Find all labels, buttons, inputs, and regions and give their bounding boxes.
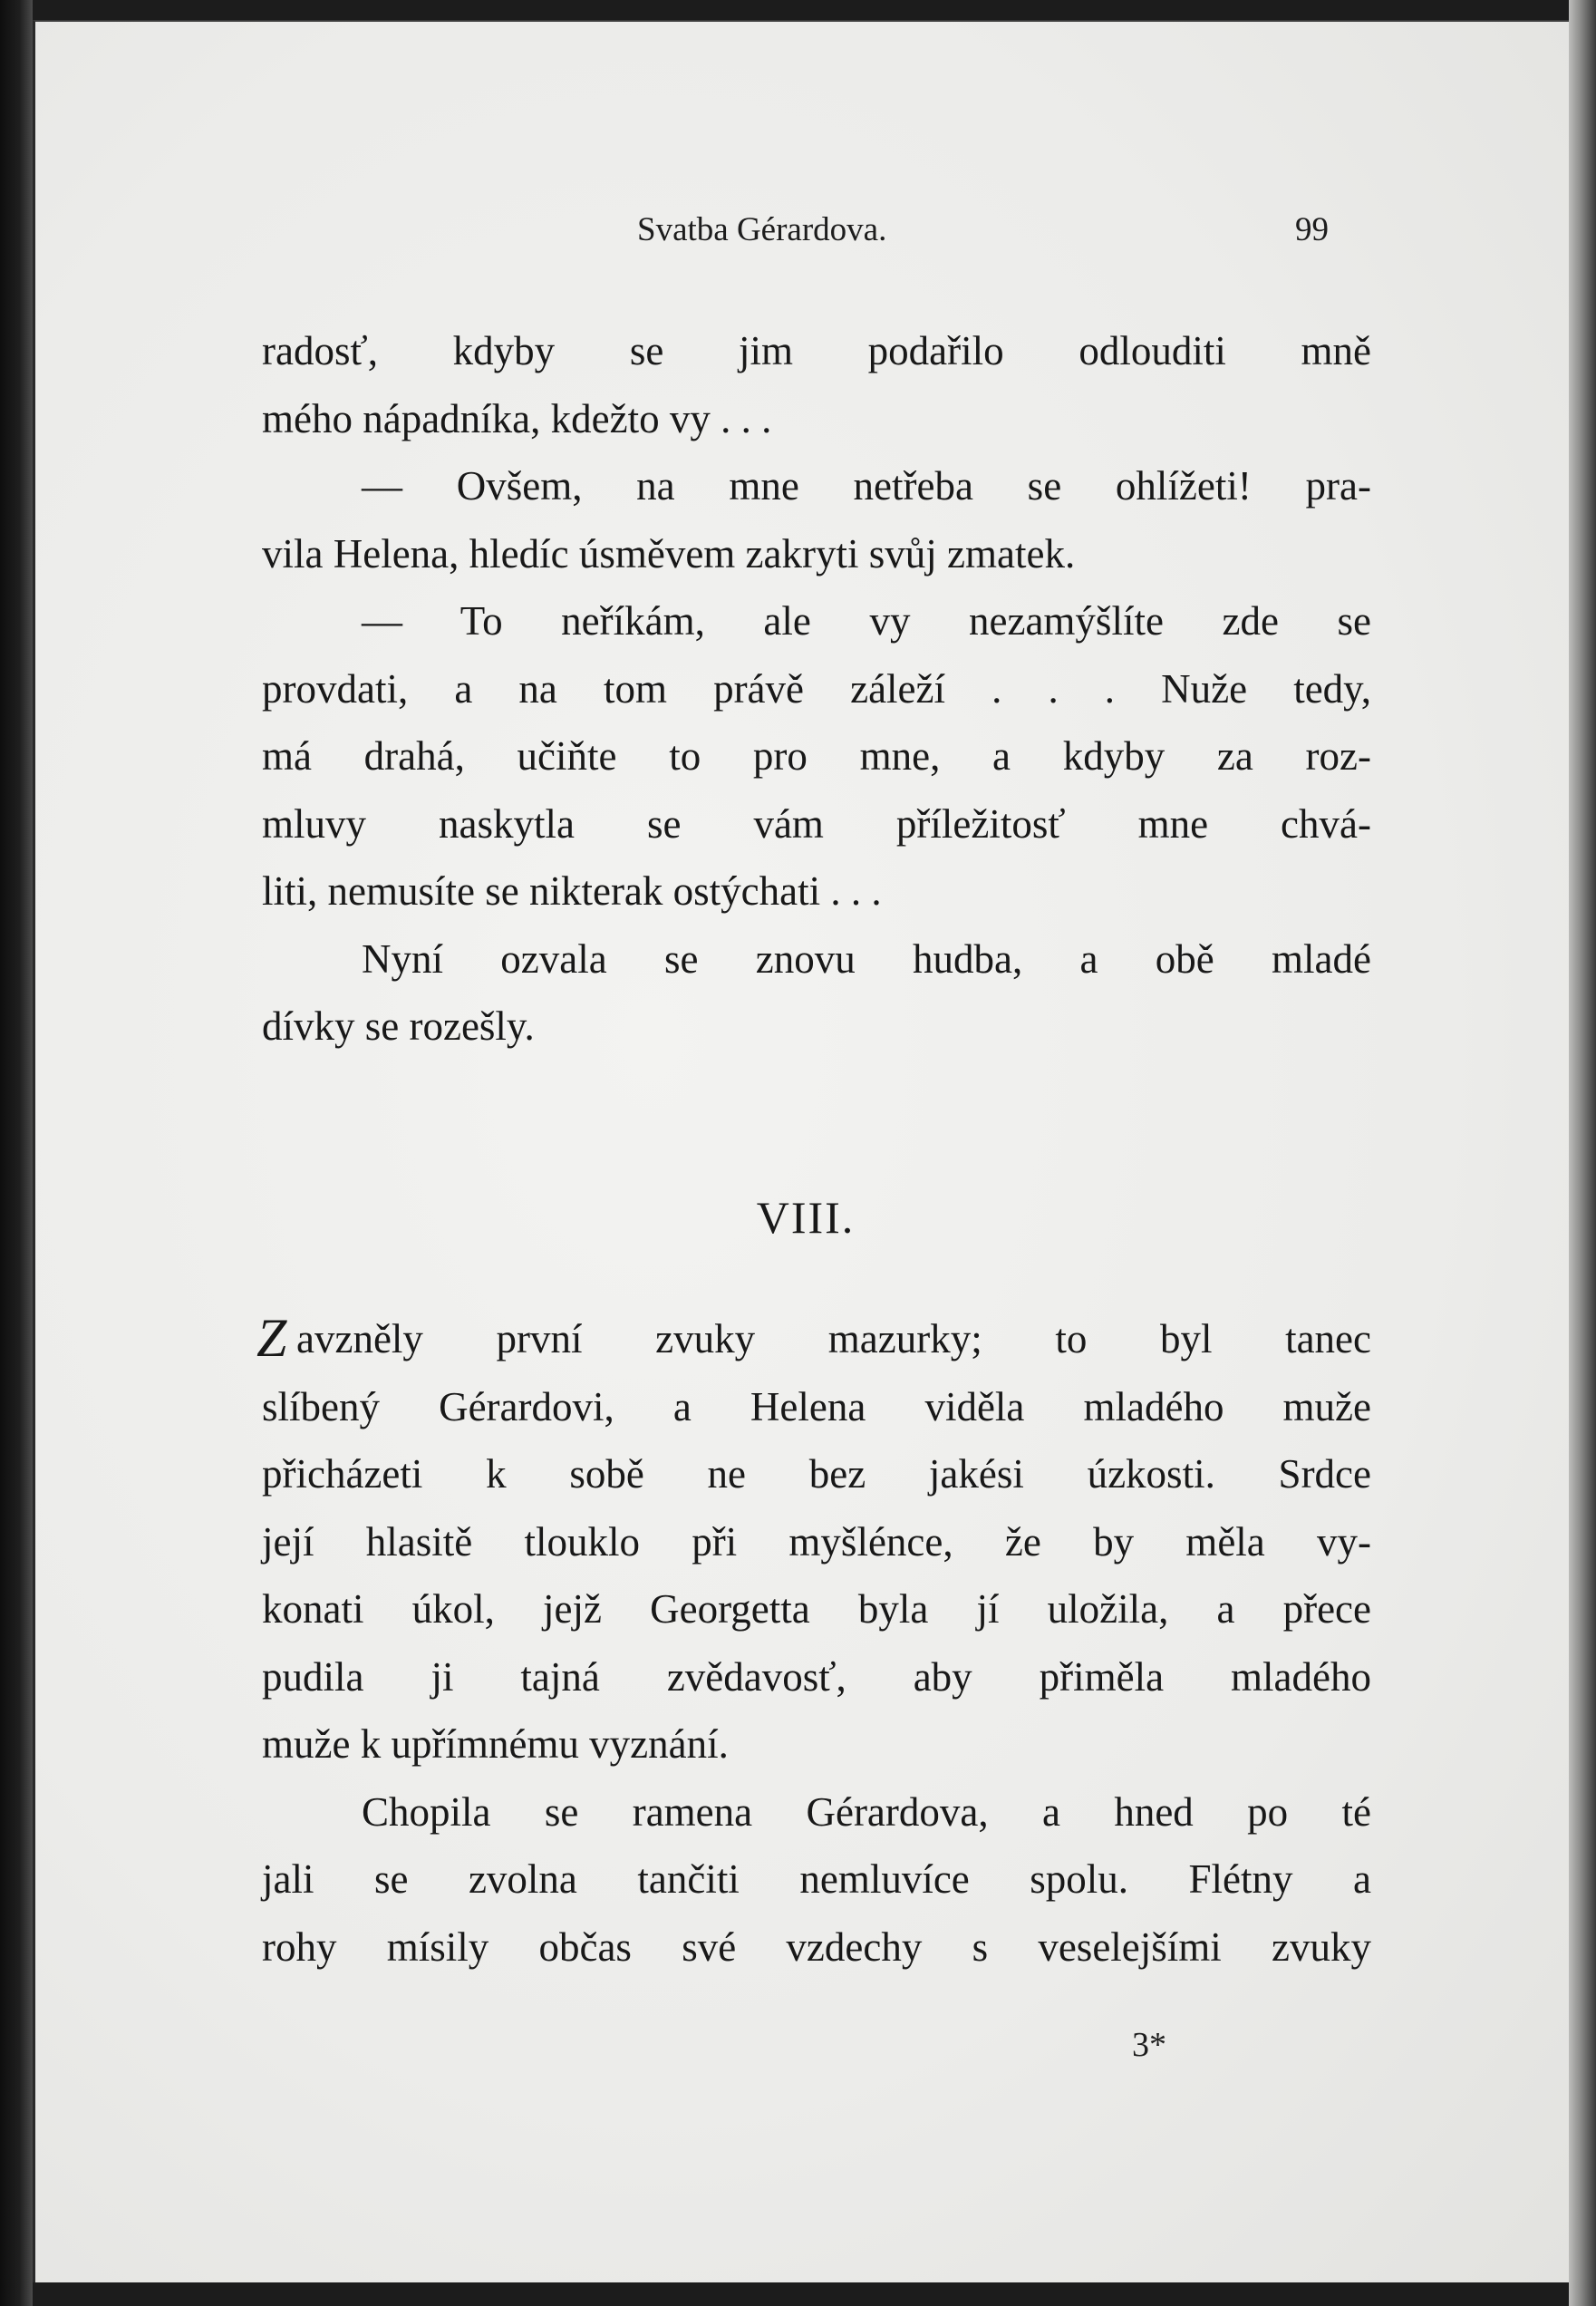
text-line: má drahá, učiňte to pro mne, a kdyby za roz- [262,733,1371,779]
book-page [33,20,1576,2282]
text-block-bottom [256,1305,1371,1981]
text-line: dívky se rozešly. [262,1003,535,1049]
text-line: muže k upřímnému vyznání. [262,1721,729,1767]
text-line: slíbený Gérardovi, a Helena viděla mladého muže [262,1383,1371,1429]
text-line: provdati, a na tom právě záleží . . . Nuže tedy, [262,665,1371,712]
text-line: vila Helena, hledíc úsměvem zakryti svůj zmatek. [262,530,1076,576]
page-header [35,203,1576,257]
text-line: — To neříkám, ale vy nezamýšlíte zde se [362,598,1371,644]
text-line: Nyní ozvala se znovu hudba, a obě mladé [362,935,1371,982]
text-line-first [256,1305,1371,1373]
signature-mark: 3* [1132,2026,1166,2064]
chapter-heading: VIII. [756,1192,856,1243]
text-line: její hlasitě tlouklo při myšlénce, že by měla vy- [262,1518,1371,1565]
text-line: — Ovšem, na mne netřeba se ohlížeti! pra- [362,463,1371,509]
text-line: Chopila se ramena Gérardova, a hned po té [362,1788,1371,1835]
text-line: pudila ji tajná zvědavosť, aby přiměla mladého [262,1653,1371,1700]
text-block-top [262,317,1371,1061]
book-spine-shadow [0,0,33,2306]
running-head: Svatba Gérardova. [637,211,887,248]
text-line: jali se zvolna tančiti nemluvíce spolu. Flétny a [262,1856,1371,1902]
text-line: konati úkol, jejž Georgetta byla jí uložila, a přece [262,1586,1371,1632]
text-line: přicházeti k sobě ne bez jakési úzkosti. Srdce [262,1451,1371,1497]
text-line: radosť, kdyby se jim podařilo odlouditi mně [262,328,1371,373]
page-edge-shadow [1569,0,1596,2306]
drop-initial: Z [256,1308,287,1368]
first-line-rest: avzněly první zvuky mazurky; to byl tanec [296,1316,1371,1361]
text-line: mého nápadníka, kdežto vy . . . [262,395,772,441]
text-line: mluvy naskytla se vám příležitosť mne chvá- [262,800,1371,847]
text-line: liti, nemusíte se nikterak ostýchati . . . [262,868,882,914]
text-line: rohy mísily občas své vzdechy s veselejšími zvuky [262,1923,1371,1970]
page-number: 99 [1295,211,1329,248]
